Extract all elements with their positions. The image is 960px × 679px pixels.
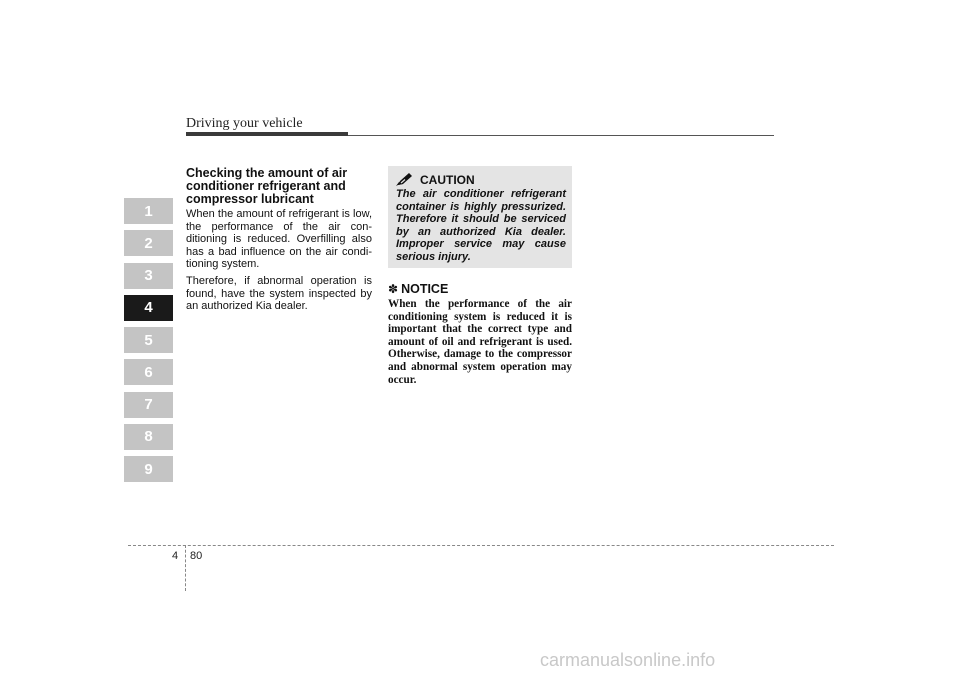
caution-box	[388, 166, 572, 268]
section-left-column	[186, 167, 372, 317]
chapter-tab-3[interactable]: 3	[124, 263, 173, 289]
page-chapter-number: 4	[172, 550, 179, 562]
asterisk-icon: ✽	[388, 282, 399, 296]
caution-text: The air conditioner refrigerant container is highly pressurized. Therefore it should be serviced by an authorized Kia dealer. Improper service may cause serious injury.	[396, 188, 566, 263]
chapter-tab-7[interactable]: 7	[124, 392, 173, 418]
chapter-tab-9[interactable]: 9	[124, 456, 173, 482]
body-paragraph: When the amount of refrigerant is low, the performance of the air con-ditioning is reduced. Overfilling also has a bad influence on the air condi-tioning system.	[186, 208, 372, 271]
notice-text: When the performance of the air conditioning system is reduced it is important that the correct type and amount of oil and refrigerant is used. Otherwise, damage to the compressor and abnormal system operation may occur.	[388, 298, 572, 386]
notice-header	[388, 282, 572, 296]
section-heading: Checking the amount of air conditioner refrigerant and compressor lubricant	[186, 166, 348, 206]
caution-title: CAUTION	[420, 172, 475, 187]
watermark-text: carmanualsonline.info	[540, 650, 716, 670]
chapter-tab-5[interactable]: 5	[124, 327, 173, 353]
chapter-tab-4[interactable]: 4	[124, 295, 173, 321]
page-number: 80	[190, 550, 203, 562]
pencil-icon	[396, 173, 414, 186]
chapter-tab-8[interactable]: 8	[124, 424, 173, 450]
notice-title: NOTICE	[401, 282, 449, 296]
page-header-title: Driving your vehicle	[186, 116, 303, 131]
footer-rule	[128, 545, 834, 546]
notice-block	[388, 282, 572, 386]
chapter-tabs	[124, 198, 173, 488]
header-rule-accent	[186, 132, 348, 136]
chapter-tab-6[interactable]: 6	[124, 359, 173, 385]
chapter-tab-2[interactable]: 2	[124, 230, 173, 256]
caution-header	[396, 172, 566, 187]
chapter-tab-1[interactable]: 1	[124, 198, 173, 224]
body-paragraph: Therefore, if abnormal operation is found, have the system inspected by an authorized Kia dealer.	[186, 274, 372, 313]
footer-divider	[185, 545, 186, 591]
